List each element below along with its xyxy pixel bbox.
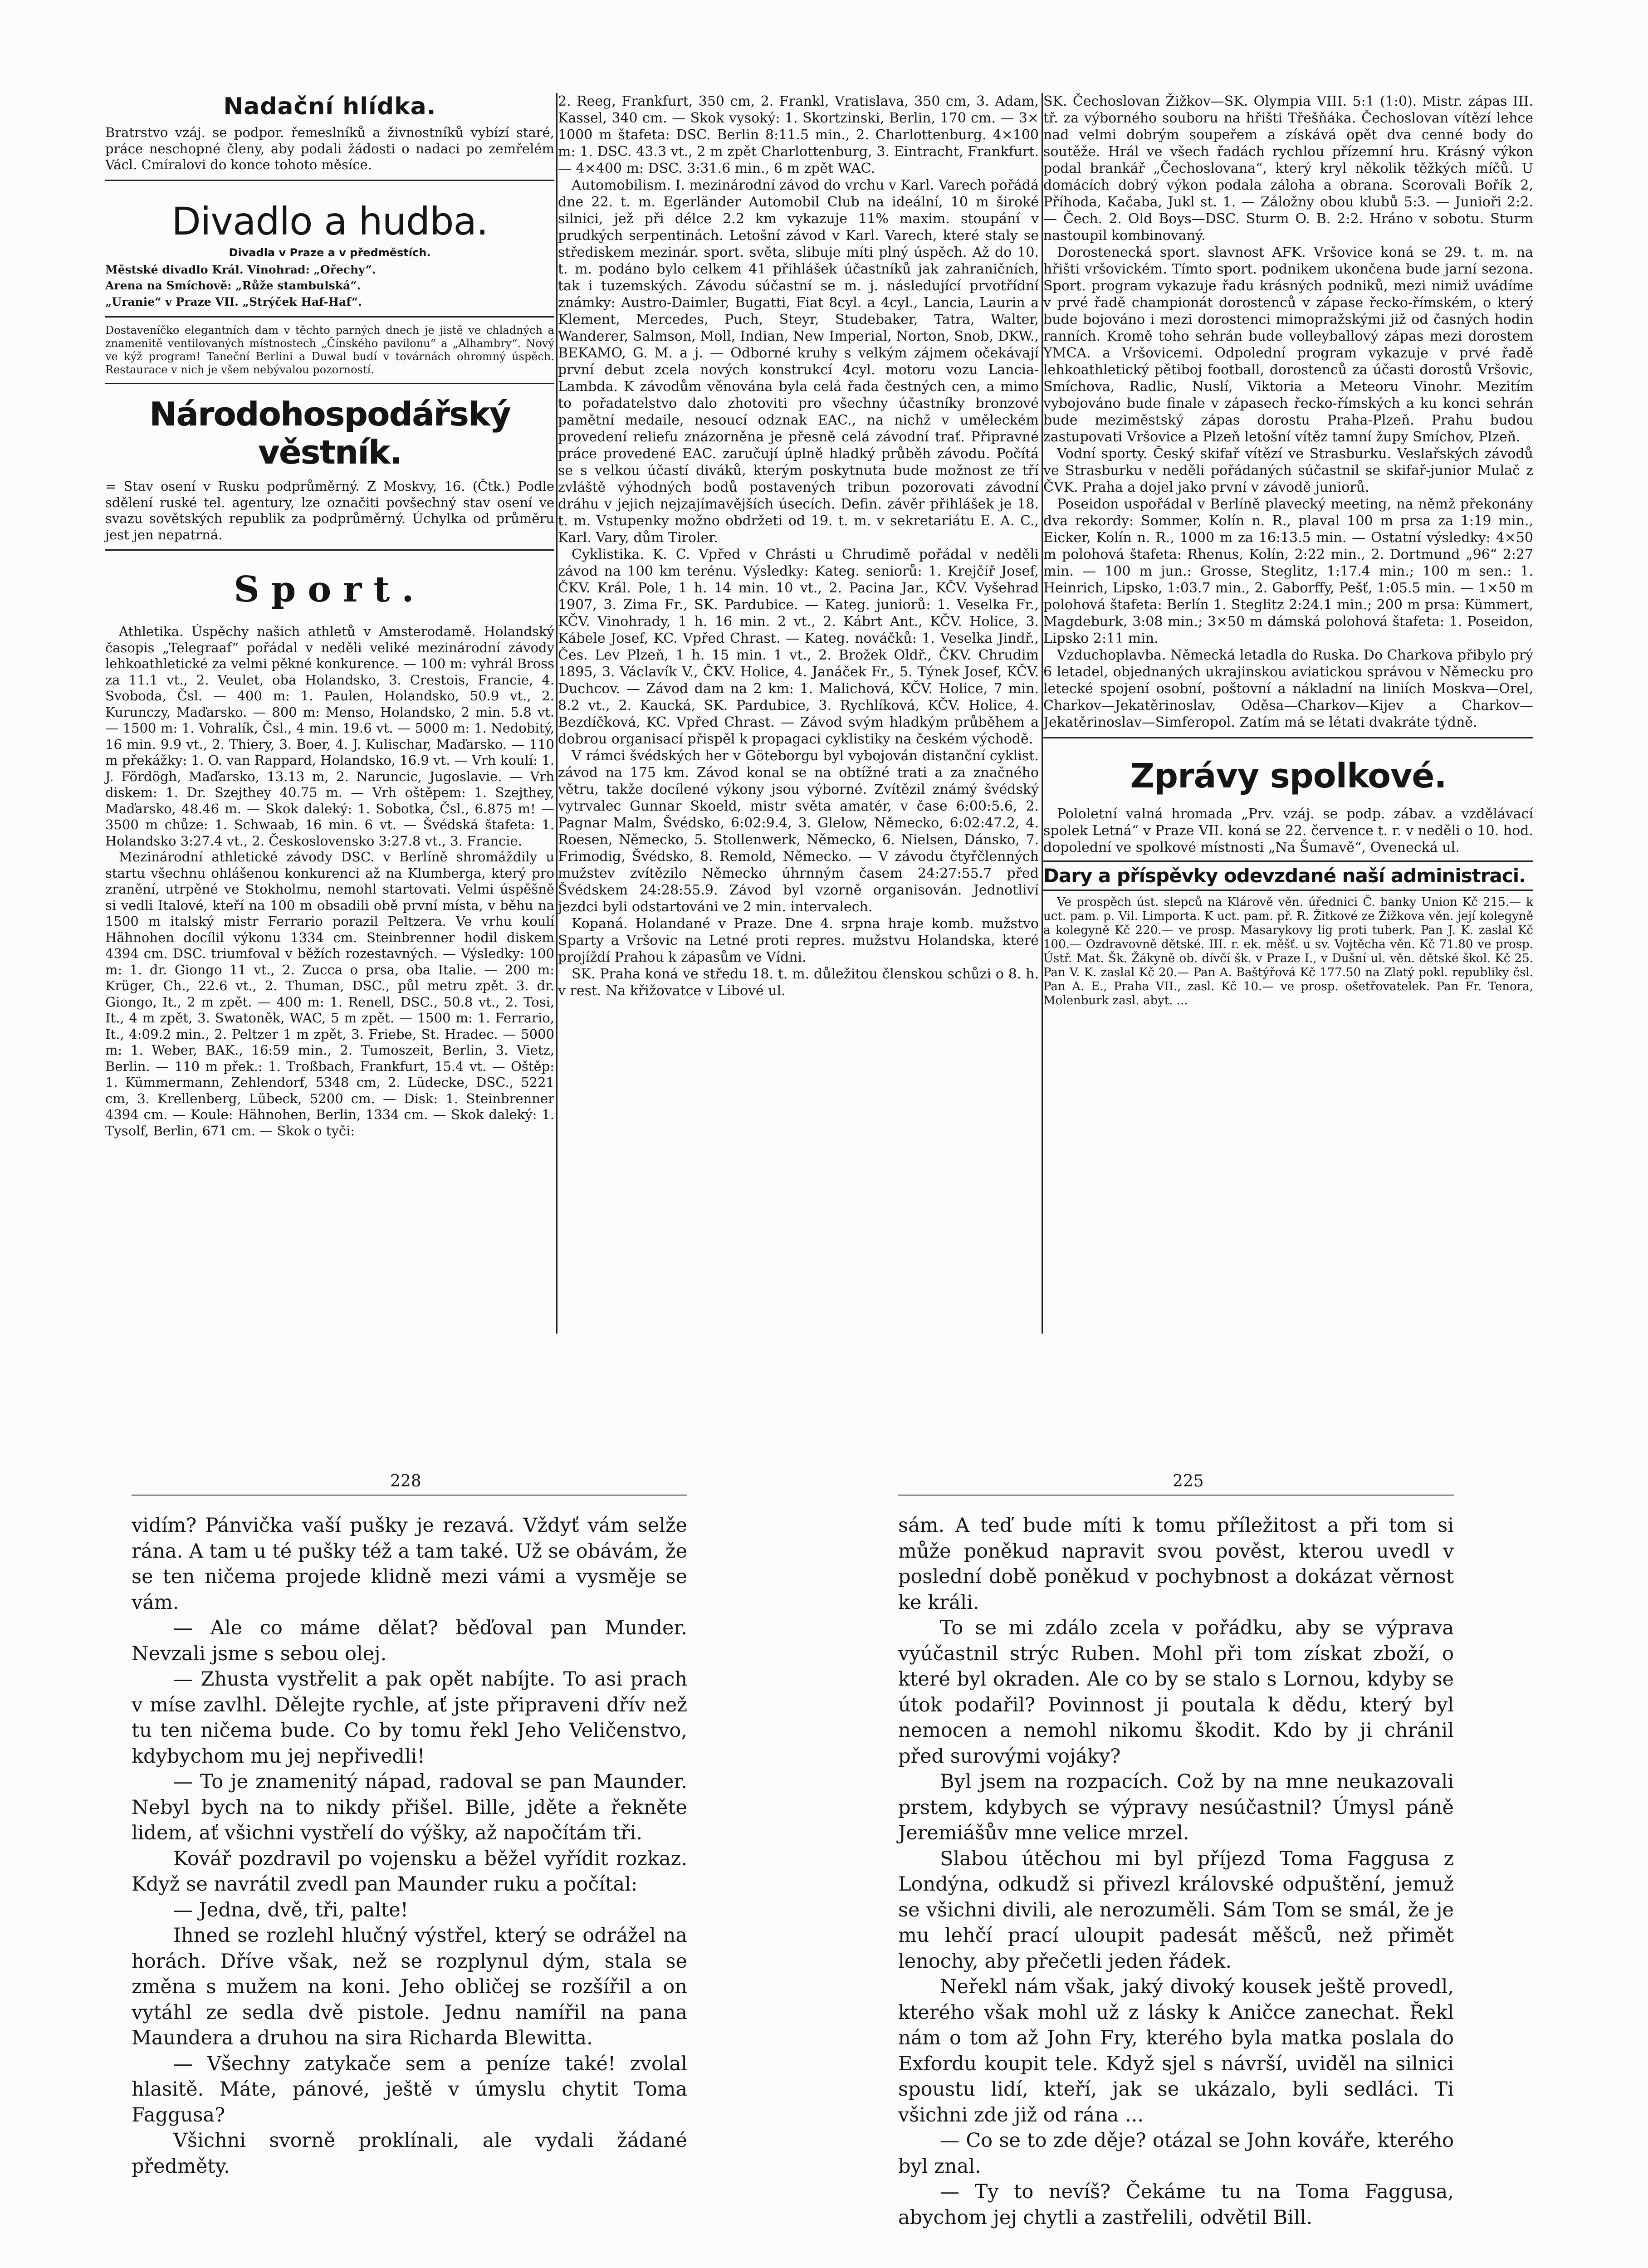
sport-paragraph: SK. Praha koná ve středu 18. t. m. důležitou členskou schůzi o 8. h. v rest. Na křižovatce v Libové ul. [558,966,1039,999]
novel-paragraph: — Ale co máme dělat? běďoval pan Munder. Nevzali jsme s sebou olej. [132,1617,687,1665]
sport-paragraph: V rámci švédských her v Göteborgu byl vybojován distanční cyklist. závod na 175 km. Závod konal se na obtížné trati a za značného větru, takže docílené výkony jsou výborné. Zvítězil známý švédský vytrvalec Gunnar Skoeld, mistr světa amatér, v čase 6:00:5.6, 2. Pagnar Malm, Švédsko, 6:02:9.4, 3. Glelow, Německo, 6:02:47.2, 4. Roesen, Německo, 5. Stollenwerk, Německo, 6. Nielsen, Dánsko, 7. Frimodig, Švédsko, 8. Remold, Německo. — V závodu čtyřčlenných mužstev zvítězilo Německo úhrnným časem 24:27:55.7 před Švédskem 24:28:55.9. Závod byl vzorně organisován. Jednotliví jezdci byli odstartováni ve 2 min. intervalech. [558,748,1039,915]
novel-paragraph: — To je znamenitý nápad, radoval se pan Maunder. Nebyl bych na to nikdy přišel. Bille, jděte a řekněte lidem, ať všichni vystřelí do výšky, až napočítám tři. [132,1770,687,1844]
column-rule [556,93,557,1334]
novel-paragraph: Neřekl nám však, jaký divoký kousek ještě provedl, kterého však mohl už z lásky k Aničce zanechat. Řekl nám o tom až John Fry, kterého byla matka poslala do Exfordu koupit tele. Když sjel s návrší, uviděl na silnici spoustu lidí, kteří, jak se ukázalo, byli sedláci. Ti všichni zde již od rána ... [898,1975,1454,2126]
divider [1043,737,1533,738]
zpravy-text: Pololetní valná hromada „Prv. vzáj. se podp. zábav. a vzdělávací spolek Letná“ v Praze VII. koná se 22. července t. r. v neděli o 10. hod. dopolední ve spolkové místnosti „Na Šumavě“, Ovenecká ul. [1043,806,1533,855]
section-heading-divadlo: Divadlo a hudba. [171,199,488,244]
sport-paragraph: Mezinárodní athletické závody DSC. v Berlíně shromáždily u startu všechnu ohlášenou konkurenci až na Klumberga, který pro zranění, utrpěné ve Stokholmu, nemohl startovati. Velmi úspěšně si vedli Italové, kteří na 100 m obsadili obě první místa, v běhu na 1500 m italský mistr Ferrario porazil Peltzera. Ve vrhu koulí Hähnohen docílil výkonu 1334 cm. Steinbrenner hodil diskem 4394 cm. DSC. triumfoval v běžích rozestavných. — Výsledky: 100 m: 1. dr. Giongo 11 vt., 2. Zucca o prsa, oba Italie. — 200 m: Krüger, Ch., 22.6 vt., 2. Thuman, DSC., půl metru zpět. 3. dr. Giongo, It., 2 m zpět. — 400 m: 1. Renell, DSC., 50.8 vt., 2. Tosi, It., 4 m zpět, 3. Swatoněk, WAC, 5 m zpět. — 1500 m: 1. Ferrario, It., 4:09.2 min., 2. Peltzer 1 m zpět, 3. Friebe, St. Hradec. — 5000 m: 1. Weber, BAK., 16:59 min., 2. Tumoszeit, Berlin, 3. Vietz, Berlin. — 110 m přek.: 1. Troßbach, Frankfurt, 15.4 vt. — Oštěp: 1. Kümmermann, Zehlendorf, 5348 cm, 2. Lüdecke, DSC., 5221 cm, 3. Krellenberg, Lübeck, 5200 cm. — Disk: 1. Steinbrenner 4394 cm. — Koule: Hähnohen, Berlin, 1334 cm. — Skok daleký: 1. Tysolf, Berlin, 671 cm. — Skok o tyči: [105,849,554,1139]
sport-paragraph: Athletika. Úspěchy našich athletů v Amsterodamě. Holandský časopis „Telegraaf“ pořádal v neděli veliké mezinárodní závody lehkoathletické za velmi pěkné konkurence. — 100 m: vyhrál Bross za 11.1 vt., 2. Veulet, oba Holandsko, 3. Crestois, Francie, 4. Svoboda, Čsl. — 400 m: 1. Paulen, Holandsko, 50.9 vt., 2. Kurunczy, Maďarsko. — 800 m: Menso, Holandsko, 2 min. 5.8 vt. — 1500 m: 1. Vohralík, Čsl., 4 min. 19.6 vt. — 5000 m: 1. Nedobitý, 16 min. 9.9 vt., 2. Thiery, 3. Boer, 4. J. Kulischar, Maďarsko. — 110 m překážky: 1. O. van Rappard, Holandsko, 16.9 vt. — Vrh koulí: 1. J. Fördögh, Maďarsko, 13.13 m, 2. Naruncic, Jugoslavie. — Vrh diskem: 1. Dr. Szejthey 40.75 m. — Vrh oštěpem: 1. Szejthey, Maďarsko, 48.46 m. — Skok daleký: 1. Sobotka, Čsl., 6.875 m! — 3500 m chůze: 1. Schwaab, 16 min. 6 vt. — Švédská štafeta: 1. Holandsko 3:27.4 vt., 2. Československo 3:27.8 vt., 3. Francie. [105,624,554,849]
divadlo-line: „Uranie“ v Praze VII. „Strýček Haf-Haf“. [105,295,362,308]
novel-paragraph: Slabou útěchou mi byl příjezd Toma Faggusa z Londýna, odkudž si přivezl královské odpuštění, jemuž se všichni divili, ale nerozuměli. Sám Tom se smál, že je mu lehčí prací uloupit padesát měšců, než přimět lenochy, aby přečetli jeden řádek. [898,1847,1454,1973]
divider [105,180,554,181]
narod-text: = Stav osení v Rusku podprůměrný. Z Moskvy, 16. (Čtk.) Podle sdělení ruské tel. agentury, lze označiti povšechný stav osení ve svazu sovětských republik za podprůměrný. Úchylka od průměru jest jen nepatrná. [105,479,554,543]
novel-page-left [132,1513,687,2179]
sport-paragraph: Kopaná. Holandané v Praze. Dne 4. srpna hraje komb. mužstvo Sparty a Vršovic na Letné proti repres. mužstvu Holandska, které projíždí Prahou k zápasům ve Vídni. [558,916,1039,965]
novel-paragraph: Byl jsem na rozpacích. Což by na mne neukazovali prstem, kdybych se výpravy nesúčastnil? Úmysl páně Jeremiášův mne velice mrzel. [898,1770,1454,1844]
dostaveni-text: Dostaveníčko elegantních dam v těchto parných dnech je jistě ve chladných a znamenitě ventilovaných místnostech „Čínského pavilonu“ a „Alhambry“. Nový ve kýž program! Taneční Berlini a Duwal budí v továrnách ohromný úspěch. Restaurace v nich je všem nebývalou pozorností. [105,324,554,376]
newspaper-column-2 [558,93,1039,999]
sport-paragraph: Vodní sporty. Český skifař vítězí ve Strasburku. Veslařských závodů ve Strasburku v neděli pořádaných súčastnil se skifař-junior Mulač z ČVK. Praha a dojel jako první v závodě juniorů. [1043,446,1533,495]
novel-paragraph: — Co se to zde děje? otázal se John kováře, kterého byl znal. [898,2129,1454,2178]
newspaper-column-3 [1043,93,1533,1008]
section-heading-sport: Sport. [234,569,426,610]
page-header-rule [132,1495,687,1496]
sport-paragraph: Vzduchoplavba. Německá letadla do Ruska. Do Charkova přibylo prý 6 letadel, objednaných ukrajinskou aviatickou správou v Německu pro letecké spojení osobní, poštovní a nákladní na liniích Moskva—Orel, Charkov—Jekatěrinoslav, Oděsa—Charkov—Kijev a Charkov—Jekatěrinoslav—Simferopol. Zatím má se létati dvakráte týdně. [1043,647,1533,730]
divider [105,383,554,384]
novel-paragraph: Ihned se rozlehl hlučný výstřel, který se odrážel na horách. Dříve však, než se rozplynul dým, stala se změna s mužem na koni. Jeho obličej se rozšířil a on vytáhl ze sedla dvě pistole. Jednu namířil na pana Maundera a druhou na sira Richarda Blewitta. [132,1924,687,2049]
page-header-rule [898,1495,1454,1496]
sport-paragraph: Automobilism. I. mezinárodní závod do vrchu v Karl. Varech pořádá dne 22. t. m. Egerländer Automobil Club na ideální, 10 m široké silnici, jež při délce 2.2 km vykazuje 11% maxim. stoupání v prudkých serpentinách. Letošní závod v Karl. Varech, které staly se střediskem mezinár. sport. světa, slibuje míti plný úspěch. Až do 10. t. m. podáno bylo celkem 41 přihlášek účastníků jak zahraničních, tak i tuzemských. Závodu súčastní se m. j. následující prvotřídní známky: Austro-Daimler, Bugatti, Fiat 8cyl. a 4cyl., Lancia, Laurin a Klement, Mercedes, Puch, Steyr, Studebaker, Tatra, Walter, Wanderer, Salmson, Moll, Indian, New Imperial, Norton, Snob, DKW., BEKAMO, G. M. a j. — Odborné kruhy s velkým zájmem očekávají první debut zcela nových konstrukcí 4cyl. motoru vozu Lancia-Lambda. K závodům věnována byla celá řada čestných cen, a mimo to pořadatelstvo dalo zhotoviti pro všechny účastníky bronzové pamětní medaile, nesoucí odznak EAC., na nichž v uměleckém provedení reliefu znázorněna je přesně celá závodní trať. Připravné práce provedené EAC. zaručují úplně hladký průběh závodu. Počítá se s velkou účastí diváků, kterým poskytnuta bude možnost ze tří zvláště výhodných bodů postavených tribun pozorovati závodní dráhu v jejich nejzajímavějších úsecích. Defin. závěr přihlášek je 18. t. m. Vstupenky možno obdržeti od 19. t. m. v sekretariátu E. A. C., Karl. Vary, dům Tiroler. [558,177,1039,546]
novel-paragraph: Kovář pozdravil po vojensku a běžel vyřídit rozkaz. Když se navrátil zvedl pan Maunder ruku a počítal: [132,1847,687,1896]
divider [105,316,554,318]
sport-paragraph: SK. Čechoslovan Žižkov—SK. Olympia VIII. 5:1 (1:0). Mistr. zápas III. tř. za výborného souboru na hřišti Třešňáka. Čechoslovan vítězí lehce nad velmi dobrým soupeřem a získává opět dva cenné body do soutěže. Hrál ve všech řadách rychlou přízemní hru. Krásný výkon podal brankář „Čechoslovana“, který kryl několik těžkých míčů. U domácích dobrý výkon podala záloha a obrana. Scorovali Bořík 2, Příhoda, Kačaba, Jukl st. 1. — Záložny obou klubů 5:3. — Junioři 2:2. — Čech. 2. Old Boys—DSC. Sturm O. B. 2:2. Hráno v sobotu. Sturm nastoupil kombinovaný. [1043,93,1533,244]
divadlo-line: Městské divadlo Král. Vinohrad: „Ořechy“. [105,263,376,276]
novel-page-right [898,1513,1454,2230]
novel-paragraph: — Ty to nevíš? Čekáme tu na Toma Faggusa, abychom jej chytli a zastřelili, odvětil Bill. [898,2180,1454,2229]
novel-paragraph: — Zhusta vystřelit a pak opět nabíjte. To asi prach v míse zavlhl. Dělejte rychle, ať jste připraveni dřív než tu ten ničema bude. Co by tomu řekl Jeho Veličenstvo, kdybychom mu jej nepřivedli! [132,1668,687,1768]
sport-paragraph: Dorostenecká sport. slavnost AFK. Vršovice koná se 29. t. m. na hřišti vršovickém. Tímto sport. podnikem ukončena bude jarní sezona. Sport. program vykazuje řadu krásných podniků, mezi nimiž uvádíme v prvé řadě championát dorostenců v zápase řecko-římském, o který bude bojováno i mezi dorostenci mimopražskými již od časných hodin ranních. Kromě toho sehrán bude volleyballový zápas mezi dorostem YMCA. a Vršovicemi. Odpolední program vykazuje v prvé řadě lehkoathletický pětiboj football, dorostenců za účasti dorostů Vršovic, Smíchova, Radlic, Nuslí, Viktoria a Meteoru Vinohr. Mezitím vybojováno bude finale v zápasech řecko-římských a ku konci sehrán bude meziměstský zápas dorostu Praha-Plzeň. Prahu budou zastupovati Vršovice a Plzeň letošní vítěz tamní župy Smíchov, Plzeň. [1043,244,1533,445]
section-heading-narod: Národohospodářský věstník. [149,395,510,471]
nadacni-text: Bratrstvo vzáj. se podpor. řemeslníků a živnostníků vybízí staré, práce neschopné členy, aby podali žádosti o nadaci po zemřelém Václ. Cmíralovi do konce tohoto měsíce. [105,125,554,172]
sport-paragraph: Poseidon uspořádal v Berlíně plavecký meeting, na němž překonány dva rekordy: Sommer, Kolín n. R., plaval 100 m prsa za 1:19 min., Eicker, Kolín n. R., 1000 m za 16:13.5 min. — Ostatní výsledky: 4×50 m polohová štafeta: Rhenus, Kolín, 2:22 min., 2. Dortmund „96“ 2:27 min. — 100 m jun.: Grosse, Steglitz, 1:17.4 min.; 100 m sen.: 1. Heinrich, Lipsko, 1:03.7 min., 2. Gaborffy, Pešť, 1:05.5 min. — 1×50 m polohová štafeta: Berlín 1. Steglitz 2:24.1 min.; 200 m prsa: Kümmert, Magdeburk, 3:08 min.; 3×50 m dámská polohová štafeta: 1. Poseidon, Lipsko 2:11 min. [1043,496,1533,646]
novel-paragraph: Všichni svorně proklínali, ale vydali žádané předměty. [132,2129,687,2178]
page-number-left: 228 [390,1472,421,1491]
column-rule [1042,93,1043,1334]
page-number-right: 225 [1173,1472,1204,1491]
newspaper-column-1 [105,93,554,1139]
sport-paragraph: 2. Reeg, Frankfurt, 350 cm, 2. Frankl, Vratislava, 350 cm, 3. Adam, Kassel, 340 cm. — Skok vysoký: 1. Skortzinski, Berlin, 170 cm. — 3× 1000 m štafeta: DSC. Berlin 8:11.5 min., 2. Charlottenburg. 4×100 m: 1. DSC. 43.3 vt., 2 m zpět Charlottenburg, 3. Eintracht, Frankfurt. — 4×400 m: DSC. 3:31.6 min., 6 m zpět WAC. [558,93,1039,176]
section-heading-dary: Dary a příspěvky odevzdané naší administraci. [1043,860,1533,891]
divadlo-subheading: Divadla v Praze a v předměstích. [229,246,431,259]
section-heading-nadacni: Nadační hlídka. [223,93,436,120]
novel-paragraph: — Jedna, dvě, tři, palte! [173,1898,408,1921]
novel-paragraph: To se mi zdálo zcela v pořádku, aby se výprava vyúčastnil strýc Ruben. Mohl při tom získat zboží, o které byl okraden. Ale co by se stalo s Lornou, kdyby se útok podařil? Povinnost ji poutala k dědu, který byl nemocen a nemohl nikomu škodit. Kdo by ji chránil před surovými vojáky? [898,1617,1454,1768]
divider [105,549,554,551]
novel-paragraph: vidím? Pánvička vaší pušky je rezavá. Vždyť vám selže rána. A tam u té pušky též a tam také. Už se obávám, že se ten ničema projede klidně mezi vámi a vysměje se vám. [132,1514,687,1614]
sport-paragraph: Cyklistika. K. C. Vpřed v Chrásti u Chrudimě pořádal v neděli závod na 100 km terénu. Výsledky: Kateg. seniorů: 1. Krejčíř Josef, ČKV. Král. Pole, 1 h. 14 min. 10 vt., 2. Pacina Jar., KČV. Vyšehrad 1907, 3. Zima Fr., SK. Pardubice. — Kateg. juniorů: 1. Veselka Fr., KČV. Vinohrady, 1 h. 16 min. 2 vt., 2. Kábrt Ant., KČV. Holice, 3. Kábele Josef, KC. Vpřed Chrast. — Kateg. nováčků: 1. Veselka Jindř., Čes. Lev Plzeň, 1 h. 15 min. 1 vt., 2. Brožek Oldř., ČKV. Chrudim 1895, 3. Václavík V., ČKV. Holice, 4. Janáček Fr., 5. Týnek Josef, KČV. Duchcov. — Závod dam na 2 km: 1. Malichová, KČV. Holice, 7 min. 8.2 vt., 2. Kaucká, SK. Pardubice, 3. Rychlíková, KČV. Holice, 4. Bezdíčková, KC. Vpřed Chrast. — Závod svým hladkým průběhem a dobrou organisací přispěl k propagaci cyklistiky na českém východě. [558,547,1039,747]
dary-text: Ve prospěch úst. slepců na Klárově věn. úřednici Č. banky Union Kč 215.— k uct. pam. p. Vil. Limporta. K uct. pam. př. R. Žitkové ze Žižkova věn. její kolegyně a kolegyně Kč 220.— ve prosp. Masarykovy lig proti tuberk. Pan J. K. zaslal Kč 100.— Ozdravovně dětské. III. r. ek. měšť. u sv. Vojtěcha věn. Kč 71.80 ve prosp. Ústř. Mat. Šk. Žákyně ob. dívčí šk. v Praze I., v Dušní ul. věn. dětské škol. Kč 25. Pan V. K. zaslal Kč 20.— Pan A. Baštýřová Kč 177.50 na Zlatý pokl. republiky čsl. Pan A. E., Praha VII., zasl. Kč 10.— ve prosp. ošetřovatelek. Pan Fr. Tenora, Molenburk zasl. abyt. ... [1043,895,1533,1007]
novel-paragraph: sám. A teď bude míti k tomu příležitost a při tom si může poněkud napravit svou pověst, kterou uvedl v poslední době poněkud v pochybnost a dokázat věrnost ke králi. [898,1514,1454,1614]
section-heading-zpravy: Zprávy spolkové. [1130,757,1447,796]
divadlo-line: Arena na Smíchově: „Růže stambulská“. [105,279,361,292]
novel-paragraph: — Všechny zatykače sem a peníze také! zvolal hlasitě. Máte, pánové, ještě v úmyslu chytit Toma Faggusa? [132,2052,687,2126]
